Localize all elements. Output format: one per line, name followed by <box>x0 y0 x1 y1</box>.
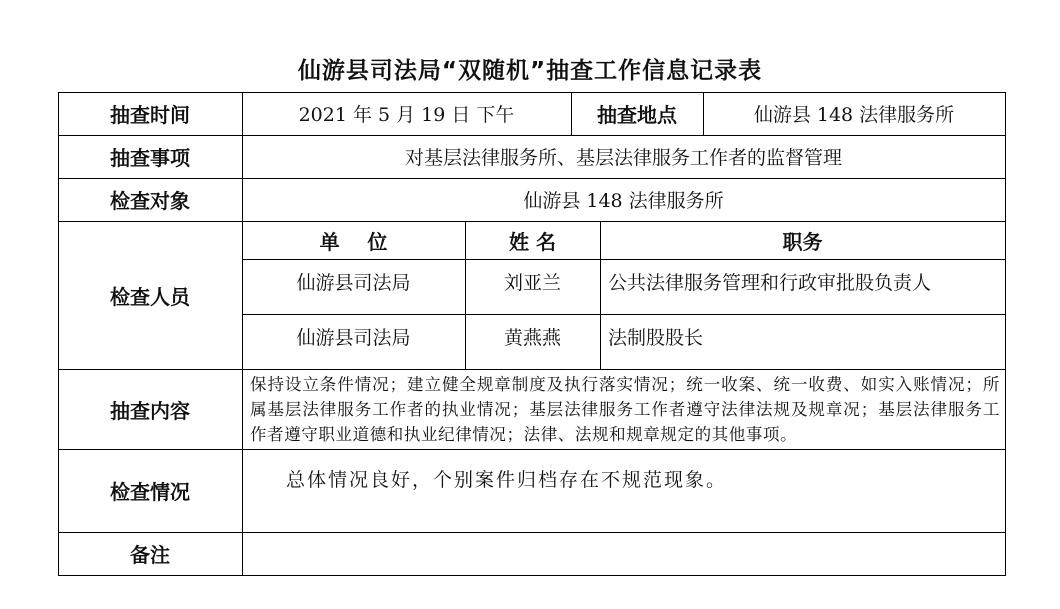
inspection-object-value: 仙游县 148 法律服务所 <box>523 190 724 212</box>
inspectors-label: 检查人员 <box>110 284 190 309</box>
inspection-location-value: 仙游县 148 法律服务所 <box>753 104 955 126</box>
inspector-2-duty: 法制股股长 <box>608 326 704 349</box>
unit-header: 单 位 <box>319 229 388 254</box>
name-header: 姓 名 <box>509 229 556 254</box>
inspection-location-label: 抽查地点 <box>597 103 677 127</box>
inspector-1-duty: 公共法律服务管理和行政审批股负责人 <box>608 271 932 294</box>
result-value: 总体情况良好，个别案件归档存在不规范现象。 <box>286 469 728 491</box>
inspector-1-name: 刘亚兰 <box>503 271 561 294</box>
inspection-matter-label: 抽查事项 <box>110 146 190 170</box>
inspector-1-unit: 仙游县司法局 <box>296 271 411 294</box>
inspection-time-label: 抽查时间 <box>110 103 190 127</box>
content-value: 保持设立条件情况；建立健全规章制度及执行落实情况；统一收案、统一收费、如实入账情况；所属基层法律服务工作者的执业情况；基层法律服务工作者遵守法律法规及规章况；基层法律服务工作者遵守职业道德和执业纪律情况；法律、法规和规章规定的其他事项。 <box>250 375 1000 444</box>
inspection-time-value: 2021 年 5 月 19 日 下午 <box>298 104 515 126</box>
result-label: 检查情况 <box>110 480 190 504</box>
inspection-matter-value: 对基层法律服务所、基层法律服务工作者的监督管理 <box>404 147 842 169</box>
inspector-2-name: 黄燕燕 <box>503 326 561 349</box>
content-label: 抽查内容 <box>110 398 190 423</box>
remarks-label: 备注 <box>130 543 170 567</box>
form-title: 仙游县司法局“双随机”抽查工作信息记录表 <box>297 58 763 84</box>
duty-header: 职务 <box>782 229 823 254</box>
inspector-2-unit: 仙游县司法局 <box>296 326 411 349</box>
remarks-value <box>242 532 1005 575</box>
inspection-object-label: 检查对象 <box>110 189 190 213</box>
